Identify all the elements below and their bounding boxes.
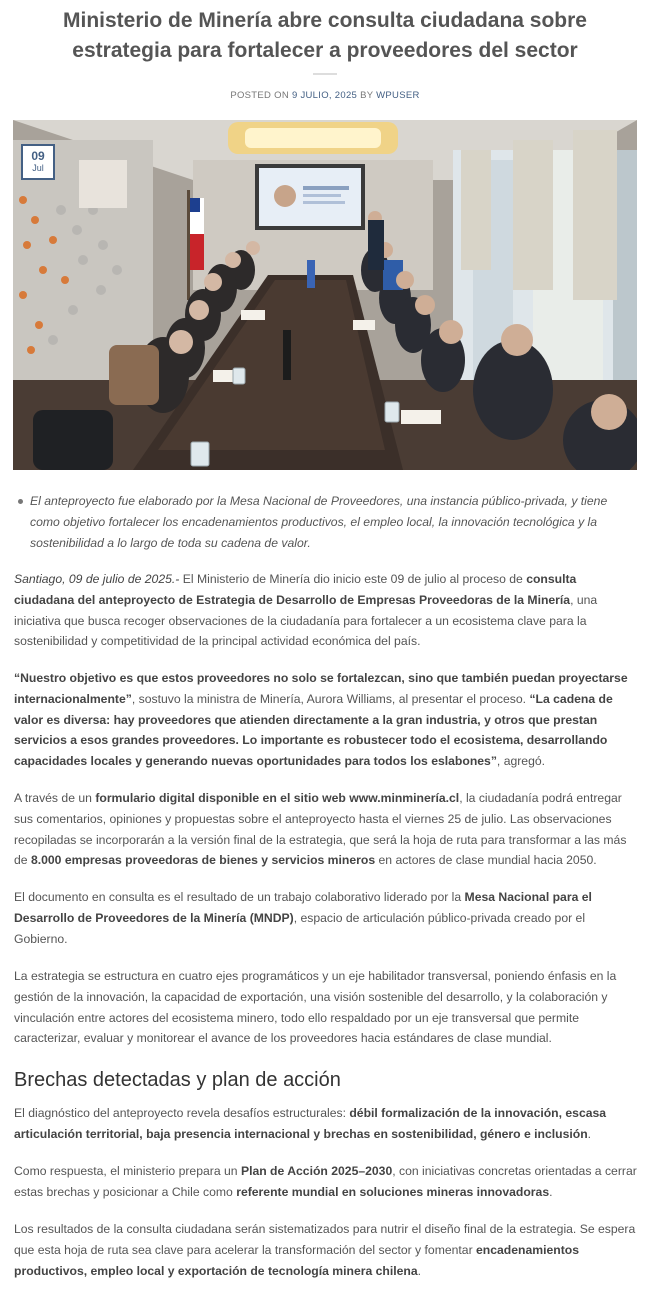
- posted-on-label: POSTED ON: [230, 90, 289, 101]
- date-badge-day: 09: [31, 149, 45, 163]
- post-date-link[interactable]: 9 JULIO, 2025: [291, 90, 358, 101]
- paragraph-8: Los resultados de la consulta ciudadana serán sistematizados para nutrir el diseño final de la estrategia. Se espera que esta hoja de ruta sea clave para acelerar la transformación del sector y fomentar encadenamientos productivos, empleo local y exportación de tecnología minera chilena.: [14, 1222, 636, 1278]
- paragraph-5: La estrategia se estructura en cuatro ejes programáticos y un eje habilitador transversal, poniendo énfasis en la gestión de la innovación, la capacidad de exportación, una visión sostenible del desarrollo, y la colaboración y vinculación entre actores del ecosistema minero, todo ello respaldado por un eje transversal que permite caracterizar, evaluar y monitorear el avance de los proveedores hacia estándares de clase mundial.: [14, 969, 617, 1046]
- paragraph-1: Santiago, 09 de julio de 2025.- El Ministerio de Minería dio inicio este 09 de julio al proceso de consulta ciudadana del anteproyecto de Estrategia de Desarrollo de Empresas Proveedoras de la Minería, una iniciativa que busca recoger observaciones de la ciudadanía para fortalecer a un ecosistema clave para la sostenibilidad y competitividad de la principal actividad económica del país.: [14, 572, 598, 649]
- paragraph-4: El documento en consulta es el resultado de un trabajo colaborativo liderado por la Mesa Nacional para el Desarrollo de Proveedores de la Minería (MNDP), espacio de articulación público-privada creado por el Gobierno.: [14, 890, 592, 946]
- section-heading: Brechas detectadas y plan de acción: [14, 1069, 341, 1091]
- lead-list: [14, 491, 636, 554]
- paragraph-7: Como respuesta, el ministerio prepara un Plan de Acción 2025–2030, con iniciativas concretas orientadas a cerrar estas brechas y posicionar a Chile como referente mundial en soluciones mineras innovadoras.: [14, 1164, 637, 1199]
- post-meta: [0, 90, 650, 101]
- featured-image: [13, 120, 637, 470]
- article-title: Ministerio de Minería abre consulta ciudadana sobre estrategia para fortalecer a proveedores del sector: [63, 9, 587, 62]
- date-badge-month: Jul: [32, 163, 44, 173]
- minmineria-link-text: formulario digital disponible en el sitio web www.minminería.cl: [95, 791, 460, 805]
- lead-item: El anteproyecto fue elaborado por la Mesa Nacional de Proveedores, una instancia público-privada, y tiene como objetivo fortalecer los encadenamientos productivos, el empleo local, la innovación tecnológica y la sostenibilidad a lo largo de toda su cadena de valor.: [14, 491, 636, 554]
- date-badge: [21, 144, 55, 180]
- title-divider: [313, 73, 337, 75]
- presentation-screen-icon: [255, 164, 365, 230]
- paragraph-6: El diagnóstico del anteproyecto revela desafíos estructurales: débil formalización de la innovación, escasa articulación territorial, baja presencia internacional y brechas en sostenibilidad, género e inclusión.: [14, 1106, 607, 1141]
- dateline: Santiago, 09 de julio de 2025.-: [14, 572, 180, 586]
- paragraph-3: A través de un formulario digital disponible en el sitio web www.minminería.cl, la ciudadanía podrá entregar sus comentarios, opiniones y propuestas sobre el anteproyecto hasta el viernes 25 de julio. Las observaciones recopiladas se incorporarán a la versión final de la estrategia, que será la hoja de ruta para transformar a las más de 8.000 empresas proveedoras de bienes y servicios mineros en actores de clase mundial hacia 2050.: [14, 791, 627, 868]
- meeting-room-photo: [13, 120, 637, 470]
- by-label: BY: [360, 90, 374, 101]
- paragraph-2: “Nuestro objetivo es que estos proveedores no solo se fortalezcan, sino que también puedan proyectarse internacionalmente”, sostuvo la ministra de Minería, Aurora Williams, al presentar el proceso. “La cadena de valor es diversa: hay proveedores que atienden directamente a la gran industria, y otros que prestan servicios a esos grandes proveedores. Lo importante es robustecer todo el ecosistema, desarrollando capacidades locales y generando nuevas oportunidades para todos los eslabones”, agregó.: [14, 671, 628, 769]
- author-link[interactable]: WPUSER: [376, 90, 420, 101]
